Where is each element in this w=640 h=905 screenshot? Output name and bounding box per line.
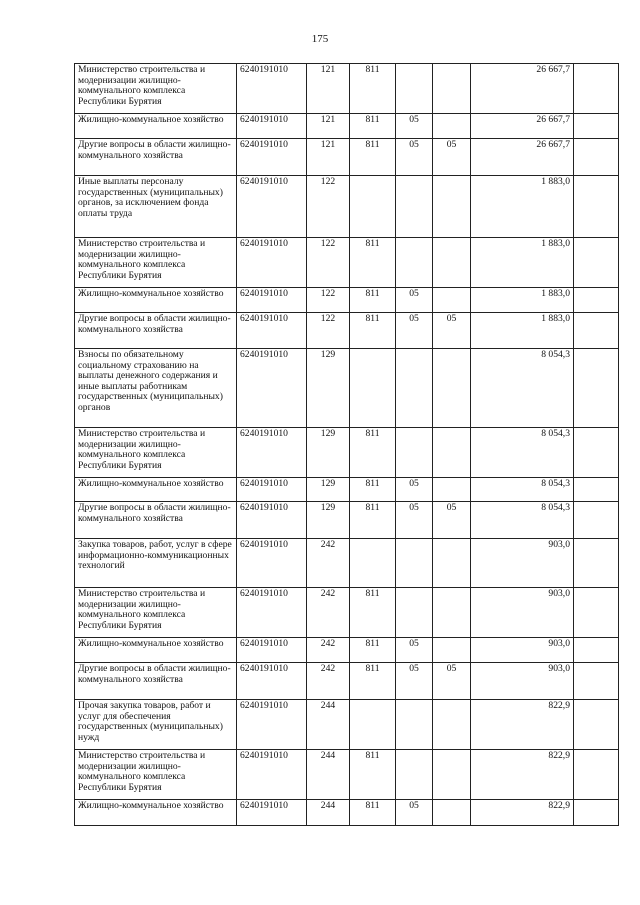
cell-target-code: 6240191010: [237, 64, 307, 114]
cell-amount: 26 667,7: [471, 114, 574, 139]
cell-subsection: [433, 800, 471, 826]
cell-target-code: 6240191010: [237, 428, 307, 478]
cell-section: [396, 700, 433, 750]
cell-target-code: 6240191010: [237, 539, 307, 588]
cell-extra: [574, 588, 619, 638]
cell-grbs: 811: [350, 238, 396, 288]
cell-subsection: [433, 539, 471, 588]
cell-target-code: 6240191010: [237, 588, 307, 638]
cell-section: [396, 349, 433, 428]
cell-amount: 822,9: [471, 800, 574, 826]
cell-name: Жилищно-коммунальное хозяйство: [75, 288, 237, 313]
cell-name: Министерство строительства и модернизации жилищно-коммунального комплекса Республики Бурятия: [75, 750, 237, 800]
cell-extra: [574, 539, 619, 588]
cell-grbs: 811: [350, 313, 396, 349]
cell-subsection: [433, 288, 471, 313]
cell-grbs: 811: [350, 428, 396, 478]
cell-subsection: [433, 750, 471, 800]
cell-amount: 8 054,3: [471, 349, 574, 428]
cell-amount: 1 883,0: [471, 313, 574, 349]
cell-name: Министерство строительства и модернизации жилищно-коммунального комплекса Республики Бурятия: [75, 238, 237, 288]
cell-name: Другие вопросы в области жилищно-коммунального хозяйства: [75, 663, 237, 700]
cell-amount: 903,0: [471, 638, 574, 663]
cell-subsection: [433, 176, 471, 238]
cell-extra: [574, 700, 619, 750]
cell-grbs: 811: [350, 588, 396, 638]
cell-extra: [574, 663, 619, 700]
cell-grbs: 811: [350, 288, 396, 313]
table-row: [75, 478, 619, 502]
cell-extra: [574, 139, 619, 176]
cell-section: 05: [396, 800, 433, 826]
cell-target-code: 6240191010: [237, 502, 307, 539]
cell-target-code: 6240191010: [237, 139, 307, 176]
cell-grbs: 811: [350, 750, 396, 800]
cell-subsection: [433, 638, 471, 663]
cell-subsection: [433, 64, 471, 114]
cell-expense-type: 121: [307, 114, 350, 139]
table-row: [75, 288, 619, 313]
page-number: 175: [311, 33, 329, 45]
cell-section: 05: [396, 313, 433, 349]
cell-target-code: 6240191010: [237, 638, 307, 663]
cell-amount: 26 667,7: [471, 139, 574, 176]
cell-grbs: 811: [350, 502, 396, 539]
budget-table-body: [75, 64, 619, 826]
cell-subsection: [433, 349, 471, 428]
cell-extra: [574, 238, 619, 288]
cell-section: 05: [396, 288, 433, 313]
cell-section: 05: [396, 663, 433, 700]
cell-target-code: 6240191010: [237, 176, 307, 238]
cell-target-code: 6240191010: [237, 478, 307, 502]
cell-extra: [574, 750, 619, 800]
cell-expense-type: 122: [307, 176, 350, 238]
cell-expense-type: 121: [307, 139, 350, 176]
cell-grbs: [350, 539, 396, 588]
cell-grbs: 811: [350, 478, 396, 502]
table-row: [75, 428, 619, 478]
cell-target-code: 6240191010: [237, 288, 307, 313]
budget-table: [74, 63, 619, 826]
cell-grbs: [350, 700, 396, 750]
cell-name: Другие вопросы в области жилищно-коммунального хозяйства: [75, 502, 237, 539]
cell-section: [396, 539, 433, 588]
cell-subsection: [433, 588, 471, 638]
cell-expense-type: 244: [307, 750, 350, 800]
cell-name: Другие вопросы в области жилищно-коммунального хозяйства: [75, 313, 237, 349]
cell-name: Министерство строительства и модернизации жилищно-коммунального комплекса Республики Бурятия: [75, 64, 237, 114]
cell-expense-type: 242: [307, 539, 350, 588]
table-row: [75, 638, 619, 663]
cell-subsection: 05: [433, 139, 471, 176]
cell-section: 05: [396, 139, 433, 176]
cell-target-code: 6240191010: [237, 800, 307, 826]
cell-target-code: 6240191010: [237, 313, 307, 349]
cell-name: Иные выплаты персоналу государственных (муниципальных) органов, за исключением фонда оплаты труда: [75, 176, 237, 238]
cell-expense-type: 242: [307, 663, 350, 700]
table-row: [75, 64, 619, 114]
cell-name: Другие вопросы в области жилищно-коммунального хозяйства: [75, 139, 237, 176]
cell-amount: 1 883,0: [471, 288, 574, 313]
table-row: [75, 114, 619, 139]
cell-name: Жилищно-коммунальное хозяйство: [75, 800, 237, 826]
cell-expense-type: 122: [307, 288, 350, 313]
table-row: [75, 700, 619, 750]
cell-extra: [574, 64, 619, 114]
cell-extra: [574, 288, 619, 313]
table-row: [75, 139, 619, 176]
cell-extra: [574, 114, 619, 139]
cell-expense-type: 129: [307, 478, 350, 502]
cell-name: Жилищно-коммунальное хозяйство: [75, 478, 237, 502]
cell-amount: 26 667,7: [471, 64, 574, 114]
cell-expense-type: 129: [307, 428, 350, 478]
cell-grbs: 811: [350, 139, 396, 176]
cell-amount: 903,0: [471, 539, 574, 588]
cell-subsection: [433, 238, 471, 288]
cell-extra: [574, 428, 619, 478]
cell-name: Взносы по обязательному социальному страхованию на выплаты денежного содержания и иные выплаты работникам государственных (муниципальных) органов: [75, 349, 237, 428]
cell-extra: [574, 313, 619, 349]
cell-section: [396, 588, 433, 638]
table-row: [75, 349, 619, 428]
cell-extra: [574, 502, 619, 539]
cell-expense-type: 244: [307, 700, 350, 750]
cell-name: Министерство строительства и модернизации жилищно-коммунального комплекса Республики Бурятия: [75, 588, 237, 638]
cell-amount: 1 883,0: [471, 238, 574, 288]
cell-amount: 8 054,3: [471, 478, 574, 502]
cell-section: [396, 176, 433, 238]
cell-expense-type: 242: [307, 588, 350, 638]
cell-name: Жилищно-коммунальное хозяйство: [75, 638, 237, 663]
cell-amount: 8 054,3: [471, 428, 574, 478]
cell-amount: 903,0: [471, 663, 574, 700]
cell-extra: [574, 800, 619, 826]
cell-name: Закупка товаров, работ, услуг в сфере информационно-коммуникационных технологий: [75, 539, 237, 588]
cell-extra: [574, 349, 619, 428]
cell-section: [396, 750, 433, 800]
table-row: [75, 663, 619, 700]
cell-grbs: 811: [350, 114, 396, 139]
cell-target-code: 6240191010: [237, 700, 307, 750]
cell-section: 05: [396, 478, 433, 502]
cell-section: 05: [396, 638, 433, 663]
cell-target-code: 6240191010: [237, 349, 307, 428]
cell-extra: [574, 478, 619, 502]
cell-target-code: 6240191010: [237, 663, 307, 700]
cell-expense-type: 122: [307, 238, 350, 288]
cell-section: [396, 428, 433, 478]
cell-subsection: [433, 428, 471, 478]
cell-amount: 822,9: [471, 750, 574, 800]
cell-subsection: 05: [433, 502, 471, 539]
cell-target-code: 6240191010: [237, 238, 307, 288]
cell-section: [396, 64, 433, 114]
cell-section: 05: [396, 502, 433, 539]
cell-target-code: 6240191010: [237, 750, 307, 800]
table-row: [75, 750, 619, 800]
cell-subsection: [433, 114, 471, 139]
table-row: [75, 176, 619, 238]
cell-grbs: 811: [350, 800, 396, 826]
cell-subsection: 05: [433, 663, 471, 700]
cell-expense-type: 242: [307, 638, 350, 663]
cell-expense-type: 129: [307, 349, 350, 428]
cell-expense-type: 122: [307, 313, 350, 349]
cell-section: [396, 238, 433, 288]
cell-name: Прочая закупка товаров, работ и услуг для обеспечения государственных (муниципальных) нужд: [75, 700, 237, 750]
cell-extra: [574, 638, 619, 663]
table-row: [75, 238, 619, 288]
cell-extra: [574, 176, 619, 238]
cell-name: Министерство строительства и модернизации жилищно-коммунального комплекса Республики Бурятия: [75, 428, 237, 478]
cell-amount: 1 883,0: [471, 176, 574, 238]
table-row: [75, 800, 619, 826]
cell-grbs: 811: [350, 64, 396, 114]
cell-grbs: 811: [350, 638, 396, 663]
cell-subsection: 05: [433, 313, 471, 349]
cell-subsection: [433, 478, 471, 502]
cell-grbs: 811: [350, 663, 396, 700]
table-row: [75, 539, 619, 588]
cell-expense-type: 121: [307, 64, 350, 114]
table-row: [75, 313, 619, 349]
cell-expense-type: 244: [307, 800, 350, 826]
cell-section: 05: [396, 114, 433, 139]
table-row: [75, 588, 619, 638]
cell-name: Жилищно-коммунальное хозяйство: [75, 114, 237, 139]
cell-target-code: 6240191010: [237, 114, 307, 139]
cell-amount: 822,9: [471, 700, 574, 750]
table-row: [75, 502, 619, 539]
cell-amount: 903,0: [471, 588, 574, 638]
cell-grbs: [350, 349, 396, 428]
cell-grbs: [350, 176, 396, 238]
cell-subsection: [433, 700, 471, 750]
cell-expense-type: 129: [307, 502, 350, 539]
cell-amount: 8 054,3: [471, 502, 574, 539]
